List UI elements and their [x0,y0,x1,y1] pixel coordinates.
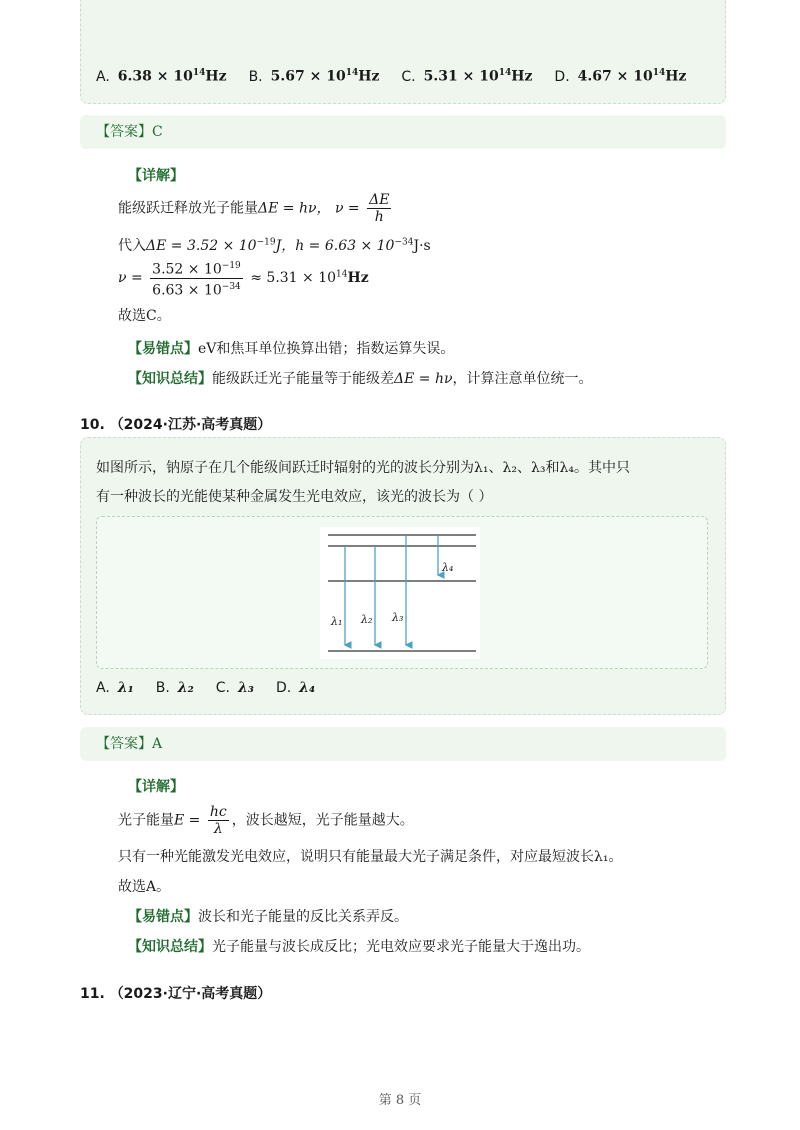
lambda1-label: λ₁ [331,615,343,628]
knowledge-summary: 【知识总结】光子能量与波长成反比；光电效应要求光子能量大于逸出功。 [128,939,590,955]
lambda4-label: λ₄ [442,561,454,574]
fraction: $\frac{3.52 \times 10^{-19}}{6.63 \times 10^{-34}}$ [150,258,243,298]
detail-line-4: 故选C。 [118,308,171,324]
knowledge-summary: 【知识总结】能级跃迁光子能量等于能级差ΔE = hν，计算注意单位统一。 [128,371,593,387]
detail-line-1: 光子能量E = $\frac{hc}{\lambda}$ ，波长越短，光子能量越大。 [118,804,414,837]
option-a[interactable]: A. $6.38 \times 10^{14}Hz$ [96,68,227,85]
answer-bar: 【答案】A [80,727,726,761]
detail-header: 【详解】 [128,168,184,184]
question-10-stem-2: 有一种波长的光能使某种金属发生光电效应，该光的波长为（ ） [96,489,493,505]
question-11-heading: 11. （2023·辽宁·高考真题） [80,986,272,1002]
prev-options [96,68,708,85]
detail-line-2: 代入$\Delta E = 3.52 \times 10^{-19}J$，$h = 6.63 \times 10^{-34}J\cdot s$ [118,237,431,254]
fraction: $\frac{hc}{\lambda}$ [209,804,227,837]
fraction: $\frac{\Delta E}{h}$ [369,192,390,225]
answer-bar: 【答案】C [80,115,726,149]
option-a[interactable]: A. λ₁ [96,680,134,696]
detail-line-3: 故选A。 [118,879,171,895]
option-d[interactable]: D. $4.67 \times 10^{14}Hz$ [554,68,687,85]
question-10-heading: 10. （2024·江苏·高考真题） [80,417,272,433]
option-b[interactable]: B. λ₂ [155,680,194,696]
detail-line-2: 只有一种光能激发光电效应，说明只有能量最大光子满足条件，对应最短波长λ₁。 [118,849,623,865]
detail-line-1: 能级跃迁释放光子能量ΔE = hν， ν = $\frac{\Delta E}{h}$ [118,192,390,225]
option-c[interactable]: C. λ₃ [215,680,254,696]
detail-line-3: ν = $\frac{3.52 \times 10^{-19}}{6.63 \times 10^{-34}}$ ≈ $5.31 \times 10^{14}Hz$ [118,258,369,298]
detail-header: 【详解】 [128,779,184,795]
option-d[interactable]: D. λ₄ [275,680,316,696]
question-10-stem-1: 如图所示，钠原子在几个能级间跃迁时辐射的光的波长分别为λ₁、λ₂、λ₃和λ₄。其中只 [96,460,630,476]
error-point: 【易错点】波长和光子能量的反比关系弄反。 [128,909,408,925]
error-point: 【易错点】eV和焦耳单位换算出错；指数运算失误。 [128,341,455,357]
option-b[interactable]: B. $5.67 \times 10^{14}Hz$ [248,68,380,85]
option-c[interactable]: C. $5.31 \times 10^{14}Hz$ [401,68,533,85]
lambda2-label: λ₂ [361,613,373,626]
prev-question-box [80,0,726,104]
page-number: 第 8 页 [378,1093,422,1108]
lambda3-label: λ₃ [392,611,404,624]
question-10-options [96,680,337,696]
energy-level-diagram [320,527,480,659]
